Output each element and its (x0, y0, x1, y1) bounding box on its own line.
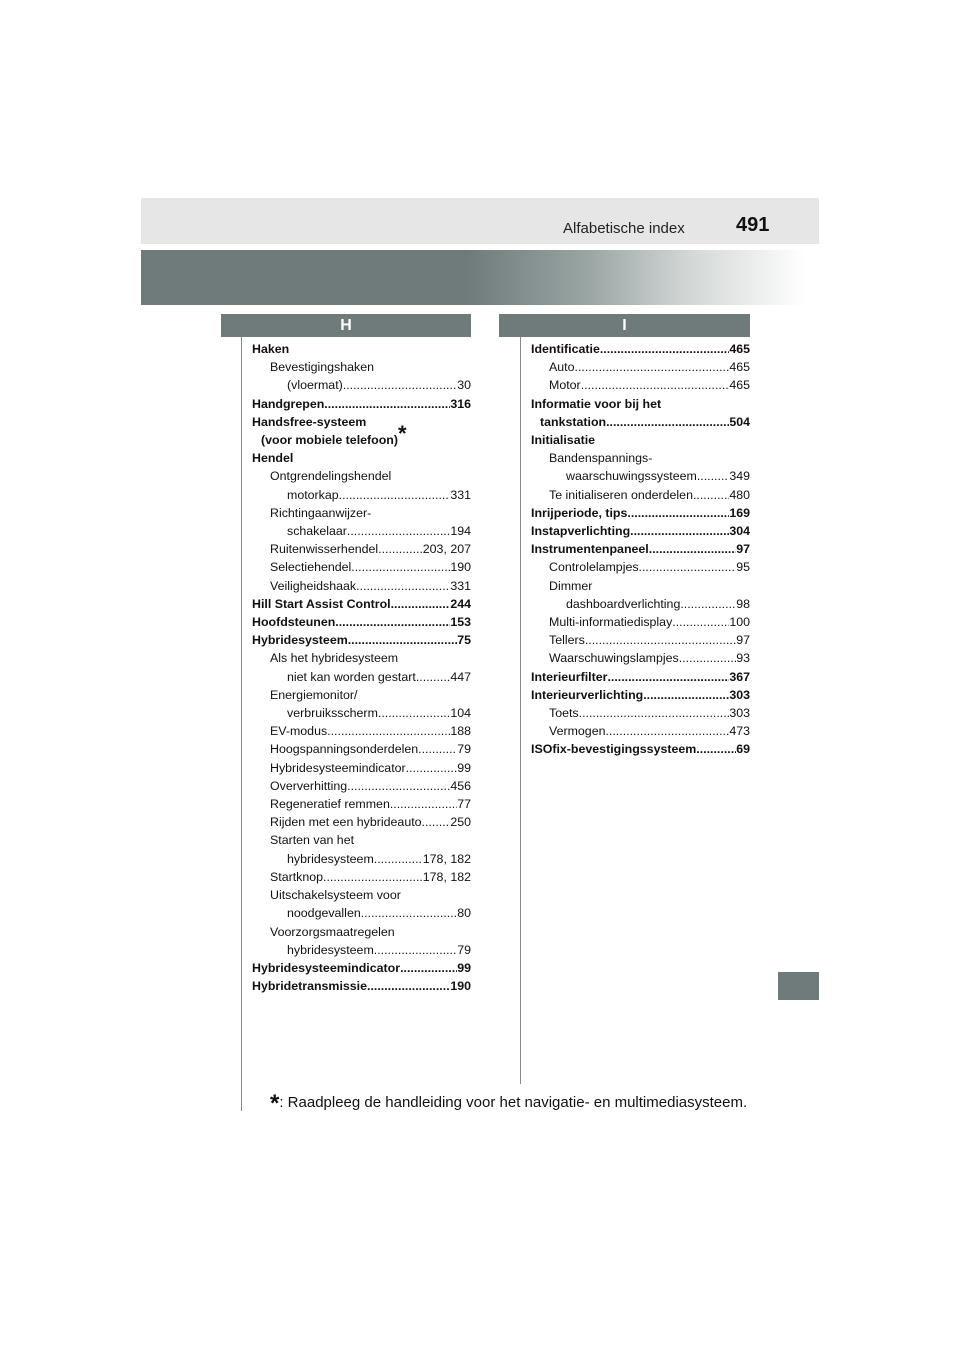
entry-label: Instrumentenpaneel (531, 542, 649, 557)
index-column-i (531, 340, 750, 759)
index-subentry (252, 813, 471, 831)
page-ref: 188 (450, 724, 471, 739)
index-subentry (531, 376, 750, 394)
index-subentry: Bevestigingshaken (270, 360, 375, 375)
page-ref: 178, 182 (422, 869, 471, 884)
entry-label: Waarschuwingslampjes (549, 651, 679, 666)
index-subentry (531, 613, 750, 631)
index-subentry (531, 467, 750, 485)
entry-label: Motor (549, 378, 581, 393)
page-ref: 203, 207 (422, 542, 471, 557)
index-subentry (252, 941, 471, 959)
index-subentry: Richtingaanwijzer- (270, 505, 372, 520)
entry-label: Inrijperiode, tips (531, 505, 628, 520)
index-entry (252, 395, 471, 413)
page-ref: 99 (457, 960, 471, 975)
entry-label: Ruitenwisserhendel (270, 542, 379, 557)
index-subentry (252, 558, 471, 576)
index-entry (531, 340, 750, 358)
index-subentry: Ontgrendelingshendel (270, 469, 392, 484)
page-ref: 349 (729, 469, 750, 484)
index-subentry (252, 904, 471, 922)
entry-label: Toets (549, 706, 579, 721)
entry-label: Hill Start Assist Control (252, 596, 391, 611)
entry-label: Hybridesysteemindicator (270, 760, 406, 775)
footnote-marker: * (270, 1090, 280, 1117)
page-ref: 178, 182 (422, 851, 471, 866)
section-title: Alfabetische index (563, 220, 685, 237)
page-ref: 80 (457, 906, 471, 921)
index-subentry (531, 486, 750, 504)
footnote (270, 1086, 748, 1117)
entry-label: Hybridesysteemindicator (252, 960, 401, 975)
page-ref: 250 (450, 815, 471, 830)
index-subentry (252, 759, 471, 777)
chapter-tab (778, 972, 819, 1000)
entry-label: Veiligheidshaak (270, 578, 357, 593)
index-subentry: Dimmer (549, 578, 593, 593)
page-ref: 79 (457, 942, 471, 957)
index-subentry: Starten van het (270, 833, 355, 848)
page-ref: 303 (729, 687, 750, 702)
entry-label: Rijden met een hybrideauto (270, 815, 422, 830)
index-entry: Hendel (252, 451, 294, 466)
entry-label: schakelaar (287, 524, 347, 539)
index-entry (531, 522, 750, 540)
index-entry: Handsfree-systeem (252, 414, 367, 429)
entry-label: Handgrepen (252, 396, 325, 411)
page-ref: 104 (450, 706, 471, 721)
page-ref: 153 (450, 615, 471, 630)
entry-label: Oververhitting (270, 778, 348, 793)
footnote-text: : Raadpleeg de handleiding voor het navigatie- en multimediasysteem. (279, 1094, 748, 1111)
left-rule (241, 337, 242, 1111)
entry-label: motorkap (287, 487, 339, 502)
entry-label: verbruiksscherm (287, 706, 378, 721)
index-subentry: Uitschakelsysteem voor (270, 888, 401, 903)
entry-label: Regeneratief remmen (270, 797, 390, 812)
entry-label: niet kan worden gestart (287, 669, 416, 684)
index-subentry (252, 704, 471, 722)
page-ref: 79 (457, 742, 471, 757)
index-entry (252, 613, 471, 631)
page-ref: 504 (729, 414, 750, 429)
index-subentry (252, 376, 471, 394)
entry-label: Hybridesysteem (252, 633, 348, 648)
page-number: 491 (736, 214, 770, 236)
index-subentry (252, 522, 471, 540)
footnote-marker: * (398, 420, 407, 446)
page-ref: 465 (729, 378, 750, 393)
index-subentry: Bandenspannings- (549, 451, 653, 466)
index-entry (531, 668, 750, 686)
entry-label: tankstation (540, 414, 607, 429)
index-subentry (531, 595, 750, 613)
index-subentry (252, 868, 471, 886)
page-ref: 69 (736, 742, 750, 757)
entry-label: Startknop (270, 869, 324, 884)
index-subentry (252, 740, 471, 758)
entry-label: (vloermat) (287, 378, 343, 393)
page-ref: 190 (450, 560, 471, 575)
entry-label: (voor mobiele telefoon) (261, 433, 398, 448)
page-ref: 316 (450, 396, 471, 411)
entry-label: waarschuwingssysteem (566, 469, 697, 484)
index-subentry (252, 795, 471, 813)
page-ref: 367 (729, 669, 750, 684)
index-subentry: Voorzorgsmaatregelen (270, 924, 395, 939)
index-subentry (531, 722, 750, 740)
entry-label: Auto (549, 360, 575, 375)
header-bar (141, 198, 819, 244)
index-entry (252, 959, 471, 977)
page-ref: 97 (736, 542, 750, 557)
index-subentry (531, 558, 750, 576)
entry-label: Identificatie (531, 342, 600, 356)
index-entry: Informatie voor bij het (531, 396, 662, 411)
page-ref: 77 (457, 797, 471, 812)
entry-label: Instapverlichting (531, 524, 631, 539)
index-entry (531, 686, 750, 704)
index-subentry: Als het hybridesysteem (270, 651, 399, 666)
page-ref: 331 (450, 578, 471, 593)
index-entry (252, 595, 471, 613)
index-entry: Initialisatie (531, 433, 596, 448)
page-ref: 169 (729, 505, 750, 520)
index-entry (252, 977, 471, 995)
page-ref: 93 (736, 651, 750, 666)
entry-label: Te initialiseren onderdelen (549, 487, 693, 502)
column-heading-h: H (221, 314, 471, 337)
index-subentry (252, 668, 471, 686)
page-ref: 30 (457, 378, 471, 393)
page-ref: 304 (729, 524, 750, 539)
index-entry (252, 631, 471, 649)
entry-label: hybridesysteem (287, 851, 374, 866)
page-ref: 447 (450, 669, 471, 684)
index-subentry (531, 358, 750, 376)
index-subentry: Energiemonitor/ (270, 687, 358, 702)
index-entry-continued (531, 413, 750, 431)
entry-label: hybridesysteem (287, 942, 374, 957)
entry-label: dashboardverlichting (566, 596, 681, 611)
entry-label: noodgevallen (287, 906, 361, 921)
index-subentry (252, 486, 471, 504)
page-ref: 480 (729, 487, 750, 502)
page-ref: 100 (729, 615, 750, 630)
index-subentry (252, 777, 471, 795)
index-subentry (252, 540, 471, 558)
entry-label: Selectiehendel (270, 560, 352, 575)
index-subentry (531, 704, 750, 722)
entry-label: Interieurfilter (531, 669, 608, 684)
page-ref: 465 (729, 342, 750, 356)
page-ref: 99 (457, 760, 471, 775)
page-ref: 95 (736, 560, 750, 575)
entry-label: Hoofdsteunen (252, 615, 336, 630)
entry-label: Interieurverlichting (531, 687, 644, 702)
page-ref: 194 (450, 524, 471, 539)
entry-label: ISOfix-bevestigingssysteem (531, 742, 697, 757)
index-entry (531, 740, 750, 758)
index-subentry (531, 649, 750, 667)
index-entry (531, 504, 750, 522)
index-column-h (252, 340, 471, 995)
index-subentry (252, 722, 471, 740)
index-entry: Haken (252, 342, 290, 356)
page-ref: 244 (450, 596, 471, 611)
page-ref: 456 (450, 778, 471, 793)
index-subentry (531, 631, 750, 649)
center-rule (520, 337, 521, 1084)
entry-label: Hoogspanningsonderdelen (270, 742, 419, 757)
page-ref: 98 (736, 596, 750, 611)
index-subentry (252, 850, 471, 868)
entry-label: Hybridetransmissie (252, 979, 368, 994)
page-ref: 303 (729, 706, 750, 721)
page-ref: 75 (457, 633, 471, 648)
entry-label: EV-modus (270, 724, 328, 739)
entry-label: Multi-informatiedisplay (549, 615, 673, 630)
entry-label: Controlelampjes (549, 560, 639, 575)
header-band (141, 250, 819, 305)
page-ref: 465 (729, 360, 750, 375)
page-ref: 97 (736, 633, 750, 648)
column-heading-i: I (499, 314, 750, 337)
page-ref: 190 (450, 979, 471, 994)
page-ref: 473 (729, 724, 750, 739)
index-entry (531, 540, 750, 558)
index-subentry (252, 577, 471, 595)
entry-label: Vermogen (549, 724, 606, 739)
entry-label: Tellers (549, 633, 585, 648)
page-ref: 331 (450, 487, 471, 502)
